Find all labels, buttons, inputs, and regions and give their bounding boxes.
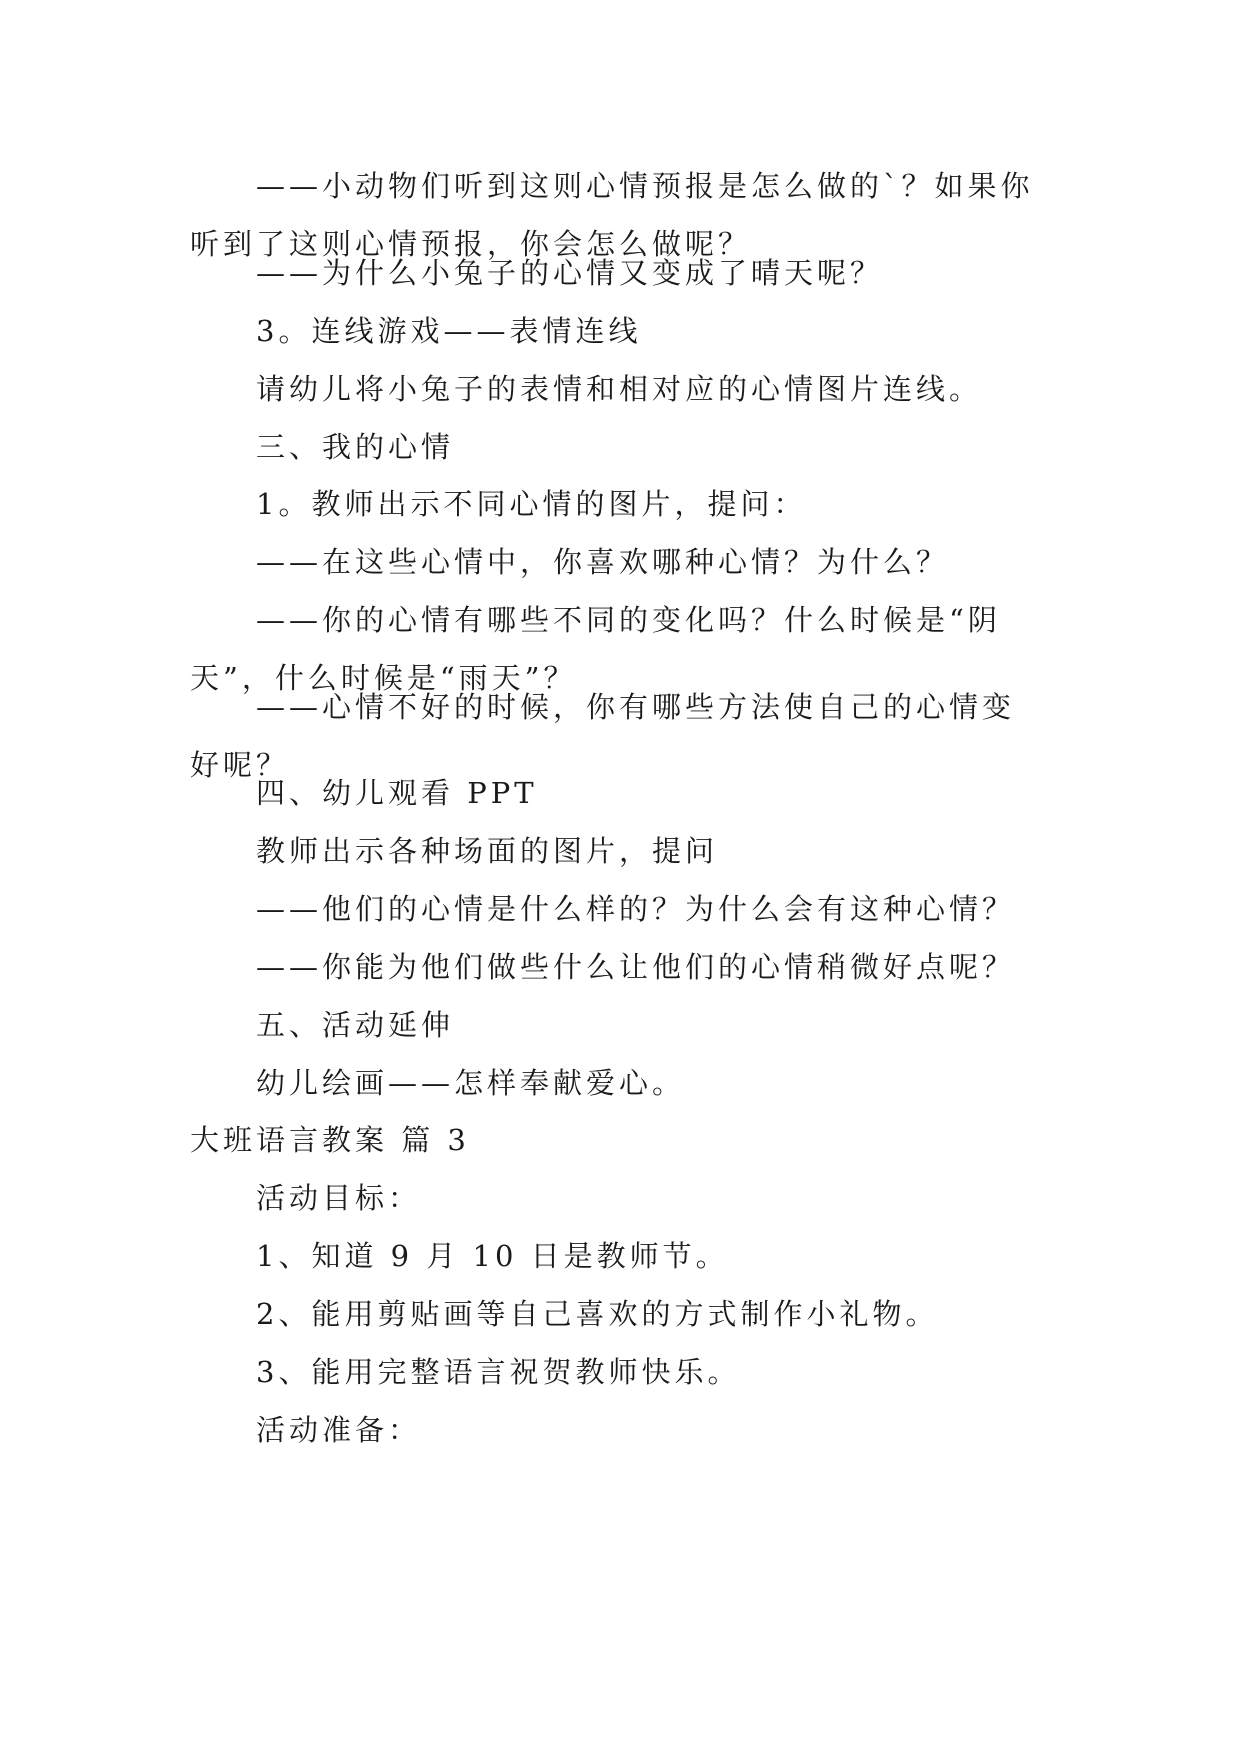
paragraph-show-pictures: 1。教师出示不同心情的图片，提问： [256,487,807,521]
section-heading-watch-ppt: 四、幼儿观看 PPT [256,776,538,810]
section-heading-goals: 活动目标： [256,1181,422,1215]
paragraph-favorite-mood: ——在这些心情中，你喜欢哪种心情？为什么？ [256,545,950,579]
paragraph-their-mood: ——他们的心情是什么样的？为什么会有这种心情？ [256,892,1016,926]
goal-item-1: 1、知道 9 月 10 日是教师节。 [256,1239,729,1273]
paragraph-animals-reaction: ——小动物们听到这则心情预报是怎么做的`？如果你听到了这则心情预报，你会怎么做呢？ [190,169,1034,261]
paragraph-line-game: 3。连线游戏——表情连线 [256,314,642,348]
paragraph-line-instructions: 请幼儿将小兔子的表情和相对应的心情图片连线。 [256,372,983,406]
paragraph-scene-pictures: 教师出示各种场面的图片，提问 [256,834,719,868]
paragraph-bad-mood-methods: ——心情不好的时候，你有哪些方法使自己的心情变好呢？ [190,690,1016,782]
lesson-title: 大班语言教案 篇 3 [190,1123,470,1157]
goal-item-3: 3、能用完整语言祝贺教师快乐。 [256,1355,741,1389]
paragraph-mood-changes: ——你的心情有哪些不同的变化吗？什么时候是“阴天”，什么时候是“雨天”？ [190,603,1001,695]
paragraph-why-sunny: ——为什么小兔子的心情又变成了晴天呢？ [256,256,884,290]
section-heading-preparation: 活动准备： [256,1413,422,1447]
section-heading-my-mood: 三、我的心情 [256,430,455,464]
section-heading-extension: 五、活动延伸 [256,1008,455,1042]
goal-item-2: 2、能用剪贴画等自己喜欢的方式制作小礼物。 [256,1297,939,1331]
paragraph-help-them: ——你能为他们做些什么让他们的心情稍微好点呢？ [256,950,1016,984]
paragraph-drawing: 幼儿绘画——怎样奉献爱心。 [256,1066,686,1100]
